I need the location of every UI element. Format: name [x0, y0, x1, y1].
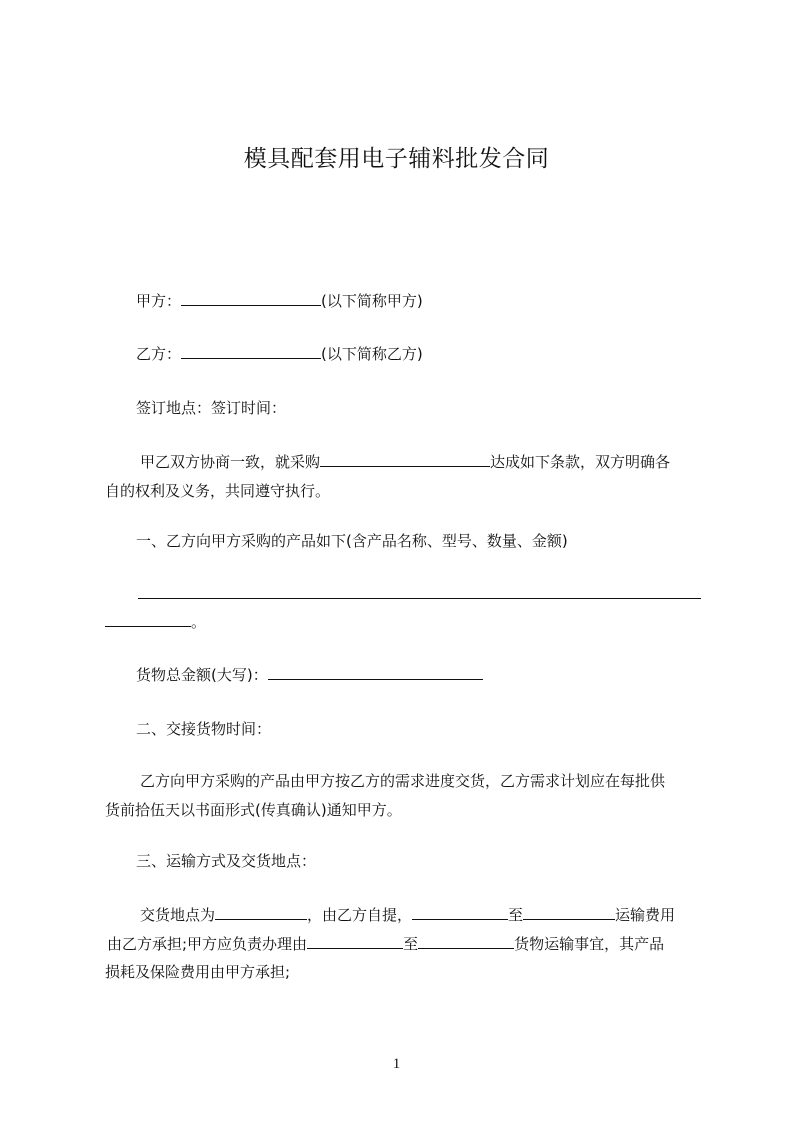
transport-to-text: 至 [403, 935, 419, 953]
page-number: 1 [392, 1056, 401, 1072]
section2-line-2: 货前拾伍天以书面形式(传真确认)通知甲方。 [105, 801, 402, 819]
product-detail-line [138, 598, 701, 599]
party-b-line [136, 344, 423, 364]
section3-line-1 [140, 905, 675, 925]
party-b-label: 乙方： [136, 345, 182, 363]
product-detail-blank [105, 612, 191, 627]
transport-matter-text: 货物运输事宜，其产品 [514, 935, 665, 953]
party-a-line [136, 291, 423, 311]
section1-end: 。 [191, 613, 207, 631]
section1-heading: 一、乙方向甲方采购的产品如下(含产品名称、型号、数量、金额) [136, 532, 568, 550]
section3-heading: 三、运输方式及交货地点： [136, 852, 317, 870]
delivery-place-blank [215, 905, 307, 920]
section2-line-1: 乙方向甲方采购的产品由甲方按乙方的需求进度交货，乙方需求计划应在每批供 [140, 772, 666, 790]
intro-line-1 [140, 452, 670, 472]
party-a-handle-text: 由乙方承担;甲方应负责办理由 [107, 935, 308, 953]
route-from-blank [412, 905, 508, 920]
party-b-blank [181, 344, 321, 359]
sign-info: 签订地点：签订时间： [136, 399, 287, 417]
intro-text-2: 达成如下条款，双方明确各 [490, 453, 671, 471]
section3-line-2 [107, 934, 664, 954]
self-pickup-text: ，由乙方自提， [307, 906, 413, 924]
transport-to-blank [418, 934, 514, 949]
total-amount-label: 货物总金额(大写)： [136, 666, 268, 684]
section2-heading: 二、交接货物时间： [136, 720, 272, 738]
party-b-suffix: (以下简称乙方) [321, 345, 423, 363]
product-detail-line-2 [105, 612, 206, 632]
transport-fee-text: 运输费用 [615, 906, 676, 924]
party-a-label: 甲方： [136, 292, 182, 310]
route-to-text: 至 [508, 906, 524, 924]
product-blank [320, 452, 490, 467]
total-amount-line [136, 665, 483, 685]
document-title: 模具配套用电子辅料批发合同 [243, 146, 550, 172]
party-a-blank [181, 291, 321, 306]
route-to-blank [523, 905, 615, 920]
section3-line-3: 损耗及保险费用由甲方承担; [105, 963, 291, 981]
intro-text-1: 甲乙双方协商一致，就采购 [140, 453, 321, 471]
transport-from-blank [307, 934, 403, 949]
total-amount-blank [268, 665, 483, 680]
party-a-suffix: (以下简称甲方) [321, 292, 423, 310]
intro-line-2: 自的权利及义务，共同遵守执行。 [105, 482, 331, 500]
delivery-place-label: 交货地点为 [140, 906, 216, 924]
